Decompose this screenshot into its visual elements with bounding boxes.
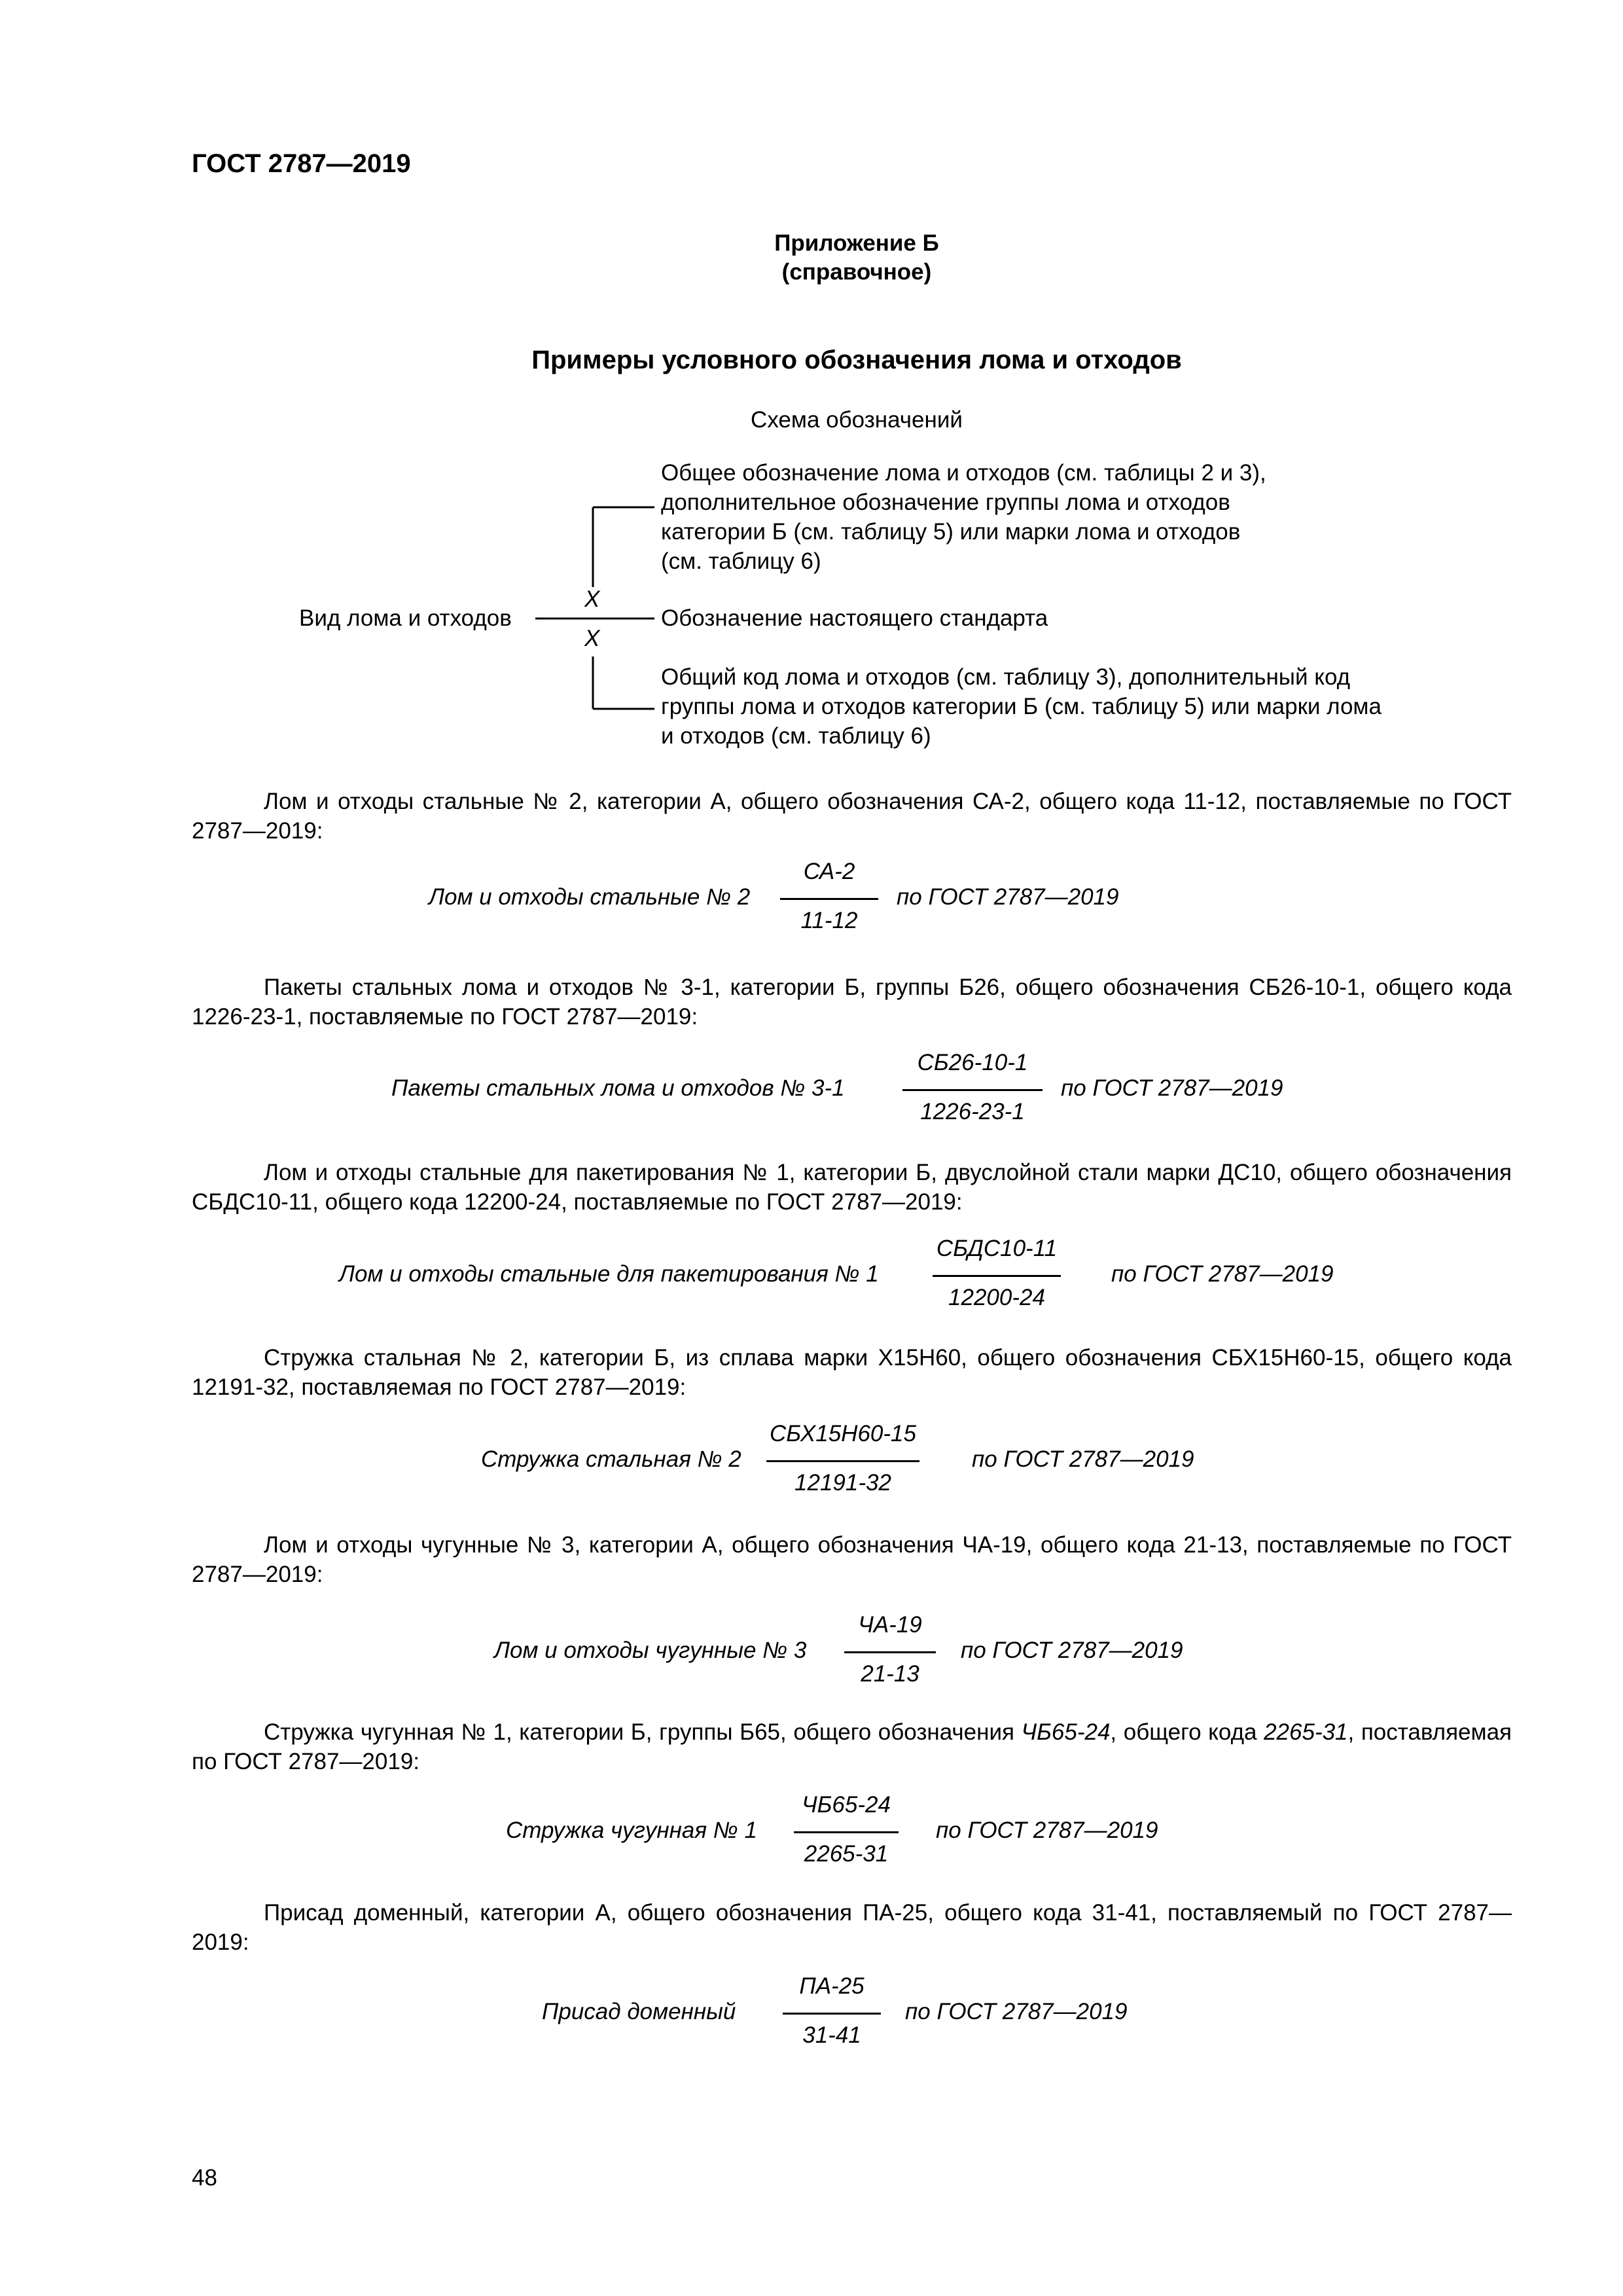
example-name: Стружка стальная № 2 xyxy=(481,1446,741,1472)
example-paragraph: Стружка стальная № 2, категории Б, из сплава марки Х15Н60, общего обозначения СБХ15Н60-15, общего кода 12191-32, поставляемая по ГОСТ 2787—2019: xyxy=(192,1345,1512,1400)
scheme-left-label: Вид лома и отходов xyxy=(299,605,512,631)
paragraph-text: , поставляемая по ГОСТ 2787—2019: xyxy=(192,1719,1512,1774)
scheme-bottom-description xyxy=(661,662,1382,751)
paragraph-text: , общего кода xyxy=(1110,1719,1264,1745)
example-standard-ref: по ГОСТ 2787—2019 xyxy=(905,1999,1128,2024)
example-standard-ref: по ГОСТ 2787—2019 xyxy=(1111,1261,1334,1287)
scheme-top-line: дополнительное обозначение группы лома и отходов xyxy=(661,490,1230,515)
example-standard-ref: по ГОСТ 2787—2019 xyxy=(961,1638,1183,1663)
fraction-bar xyxy=(794,1831,899,1833)
scheme-top-line: (см. таблицу 6) xyxy=(661,548,821,574)
page-number: 48 xyxy=(192,2165,217,2191)
paragraph-code: 2265-31 xyxy=(1264,1719,1348,1745)
fraction-bar xyxy=(844,1651,936,1653)
scheme-bottom-line: группы лома и отходов категории Б (см. таблицу 5) или марки лома xyxy=(661,694,1382,719)
fraction-bar xyxy=(766,1460,919,1462)
example-numerator: СА-2 xyxy=(803,859,855,884)
example-standard-ref: по ГОСТ 2787—2019 xyxy=(972,1446,1194,1472)
example-numerator: ЧА-19 xyxy=(858,1612,922,1638)
scheme-x-mark-top: X xyxy=(584,586,600,612)
fraction-bar xyxy=(780,898,878,900)
paragraph-text: Стружка чугунная № 1, категории Б, группы Б65, общего обозначения xyxy=(264,1719,1022,1745)
scheme-bottom-line: и отходов (см. таблицу 6) xyxy=(661,723,931,749)
example-standard-ref: по ГОСТ 2787—2019 xyxy=(936,1818,1158,1843)
example-paragraph: Лом и отходы стальные № 2, категории А, общего обозначения СА-2, общего кода 11-12, поставляемые по ГОСТ 2787—2019: xyxy=(192,789,1512,844)
example-paragraph: Присад доменный, категории А, общего обозначения ПА-25, общего кода 31-41, поставляемый по ГОСТ 2787—2019: xyxy=(192,1900,1512,1955)
document-header: ГОСТ 2787—2019 xyxy=(192,149,411,178)
example-denominator: 31-41 xyxy=(802,2022,861,2048)
scheme-bottom-line: Общий код лома и отходов (см. таблицу 3), дополнительный код xyxy=(661,664,1351,690)
example-paragraph: Лом и отходы стальные для пакетирования № 1, категории Б, двуслойной стали марки ДС10, общего обозначения СБДС10-11, общего кода 12200-24, поставляемые по ГОСТ 2787—2019: xyxy=(192,1160,1512,1215)
example-numerator: ПА-25 xyxy=(799,1973,865,1999)
example-numerator: СБ26-10-1 xyxy=(917,1050,1028,1075)
example-standard-ref: по ГОСТ 2787—2019 xyxy=(1061,1075,1283,1101)
example-denominator: 12200-24 xyxy=(948,1285,1045,1310)
paragraph-code: ЧБ65-24 xyxy=(1021,1719,1111,1745)
example-name: Присад доменный xyxy=(542,1999,736,2024)
scheme-top-line: категории Б (см. таблицу 5) или марки лома и отходов xyxy=(661,519,1241,545)
example-name: Стружка чугунная № 1 xyxy=(506,1818,757,1843)
annex-type: (справочное) xyxy=(781,259,932,285)
scheme-middle-label: Обозначение настоящего стандарта xyxy=(661,605,1048,631)
example-paragraph: Лом и отходы чугунные № 3, категории А, общего обозначения ЧА-19, общего кода 21-13, поставляемые по ГОСТ 2787—2019: xyxy=(192,1532,1512,1587)
example-name: Лом и отходы чугунные № 3 xyxy=(494,1638,807,1663)
example-name: Лом и отходы стальные № 2 xyxy=(429,884,751,910)
example-paragraph xyxy=(192,1717,1512,1776)
example-numerator: ЧБ65-24 xyxy=(802,1792,891,1818)
annex-title: Примеры условного обозначения лома и отходов xyxy=(531,346,1182,374)
example-denominator: 2265-31 xyxy=(804,1841,889,1867)
fraction-bar xyxy=(783,2013,881,2015)
example-name: Лом и отходы стальные для пакетирования № 1 xyxy=(339,1261,879,1287)
scheme-top-line: Общее обозначение лома и отходов (см. таблицы 2 и 3), xyxy=(661,460,1266,486)
fraction-bar xyxy=(902,1089,1043,1091)
scheme-x-mark-bottom: X xyxy=(584,626,600,651)
example-denominator: 11-12 xyxy=(800,908,858,933)
example-numerator: СБХ15Н60-15 xyxy=(770,1421,916,1446)
example-denominator: 12191-32 xyxy=(794,1470,891,1496)
example-denominator: 21-13 xyxy=(861,1661,919,1687)
scheme-top-description xyxy=(661,458,1266,576)
fraction-bar xyxy=(933,1275,1061,1277)
annex-label: Приложение Б xyxy=(774,230,939,256)
example-paragraph: Пакеты стальных лома и отходов № 3-1, категории Б, группы Б26, общего обозначения СБ26-10-1, общего кода 1226-23-1, поставляемые по ГОСТ 2787—2019: xyxy=(192,975,1512,1030)
scheme-title: Схема обозначений xyxy=(751,407,963,433)
example-standard-ref: по ГОСТ 2787—2019 xyxy=(897,884,1119,910)
example-denominator: 1226-23-1 xyxy=(920,1099,1025,1124)
example-numerator: СБДС10-11 xyxy=(936,1236,1058,1261)
example-name: Пакеты стальных лома и отходов № 3-1 xyxy=(391,1075,845,1101)
